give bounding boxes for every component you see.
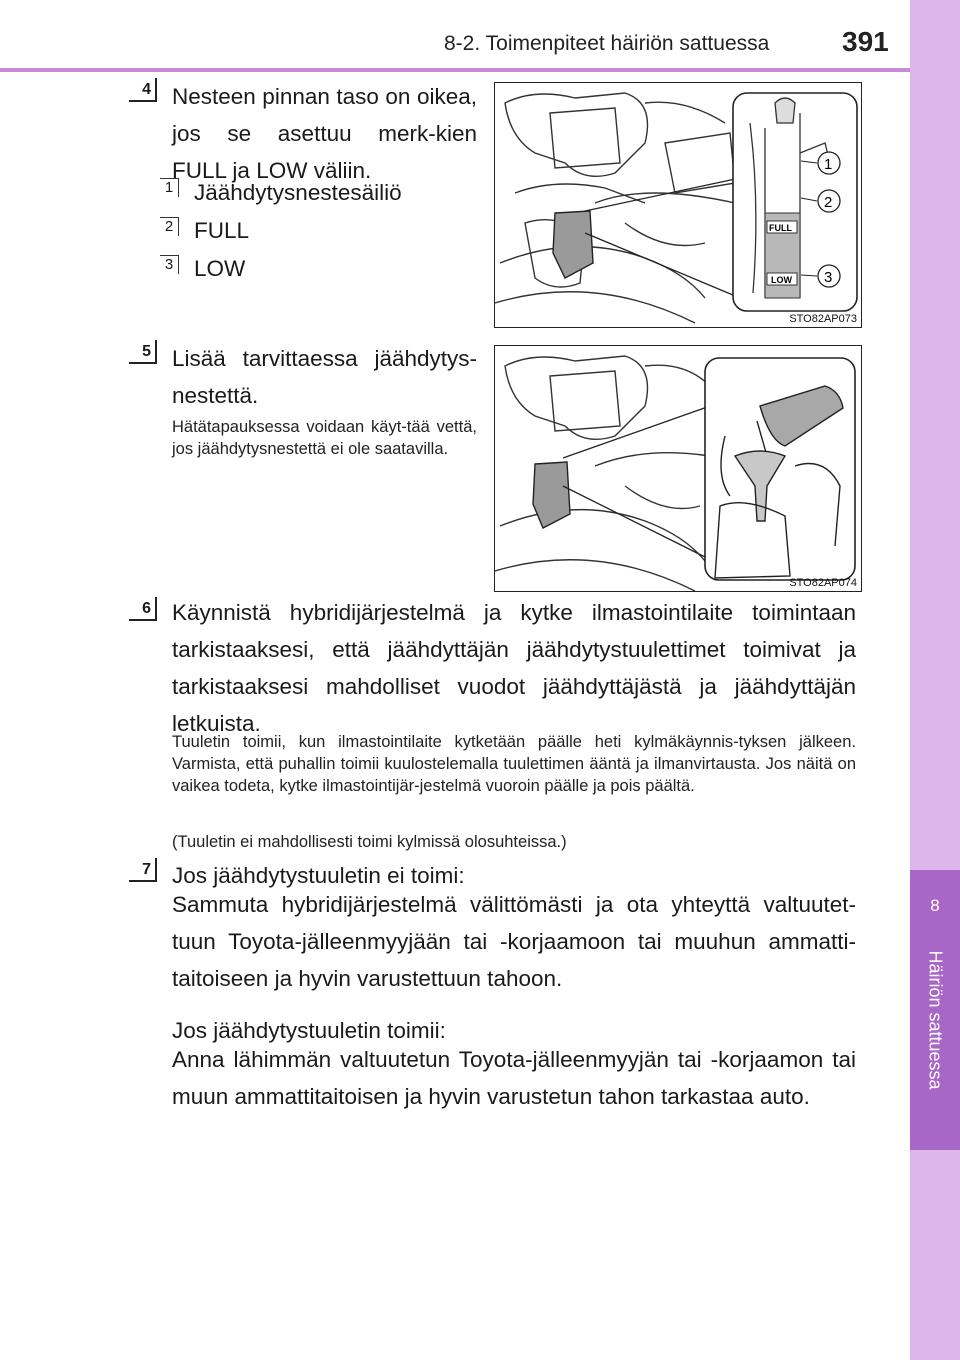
step-5-note: Hätätapauksessa voidaan käyt-tää vettä, jos jäähdytysnestettä ei ole saatavilla. [172, 418, 477, 458]
low-mark: LOW [771, 275, 792, 285]
chapter-side-tab [910, 0, 960, 1360]
engine-bay-illustration [495, 83, 862, 328]
coolant-refill-illustration [495, 346, 862, 592]
step-7-fan-working-text: Anna lähimmän valtuutetun Toyota-jälleenmyyjän tai -korjaamon tai muun ammattitaitoisen ja hyvin varustetun tahon tarkastaa auto. [172, 1047, 856, 1109]
item-label-1: Jäähdytysnestesäiliö [194, 180, 402, 205]
figure-callout-3: 3 [824, 269, 833, 286]
step-6-note: Tuuletin toimii, kun ilmastointilaite kytketään päälle heti kylmäkäynnis-tyksen jälkeen. Varmista, että puhallin toimii kuulostelemalla tuulettimen ääntä ja ilmanvirtausta. Jos näitä on vaikea todeta, kytke ilmastointijär-jestelmä vuoroin päälle ja pois päältä. [172, 733, 856, 795]
step-6-text: Käynnistä hybridijärjestelmä ja kytke ilmastointilaite toimintaan tarkistaaksesi, että jäähdyttäjän jäähdytystuulettimet toimivat ja tarkistaaksesi mahdolliset vuodot jäähdyttäjästä ja jäähdyttäjän letkuista. [172, 600, 856, 736]
header-rule [0, 68, 910, 72]
figure-adding-coolant [494, 345, 862, 592]
chapter-title: Häiriön sattuessa [925, 950, 946, 1090]
item-marker-3: 3 [160, 255, 179, 274]
item-marker-2: 2 [160, 217, 179, 236]
step-7-fan-working-heading: Jos jäähdytystuuletin toimii: [172, 1018, 446, 1043]
figure-coolant-reservoir [494, 82, 862, 328]
step-7-fan-not-working-text: Sammuta hybridijärjestelmä välittömästi ja ota yhteyttä valtuutet-tuun Toyota-jälleenmyyjään tai -korjaamoon tai muuhun ammatti-taitoiseen ja hyvin varustettuun tahoon. [172, 892, 856, 991]
step-6-note-cold: (Tuuletin ei mahdollisesti toimi kylmissä olosuhteissa.) [172, 833, 567, 851]
figure-code: STO82AP073 [789, 313, 857, 325]
step-marker-5: 5 [129, 340, 157, 364]
figure-code: STO82AP074 [789, 577, 857, 589]
step-marker-4: 4 [129, 78, 157, 102]
step-5-text: Lisää tarvittaessa jäähdytys-nestettä. [172, 346, 477, 408]
section-title: 8-2. Toimenpiteet häiriön sattuessa [444, 32, 770, 55]
step-marker-6: 6 [129, 597, 157, 621]
step-7-fan-not-working-heading: Jos jäähdytystuuletin ei toimi: [172, 863, 465, 888]
figure-callout-1: 1 [824, 156, 833, 173]
item-marker-1: 1 [160, 178, 179, 197]
chapter-number: 8 [930, 896, 940, 915]
step-marker-7: 7 [129, 858, 157, 882]
item-label-3: LOW [194, 256, 246, 281]
item-label-2: FULL [194, 218, 250, 243]
page-number: 391 [842, 26, 889, 57]
figure-callout-2: 2 [824, 194, 833, 211]
step-4-text: Nesteen pinnan taso on oikea, jos se asettuu merk-kien FULL ja LOW väliin. [172, 84, 477, 183]
full-mark: FULL [769, 223, 792, 233]
